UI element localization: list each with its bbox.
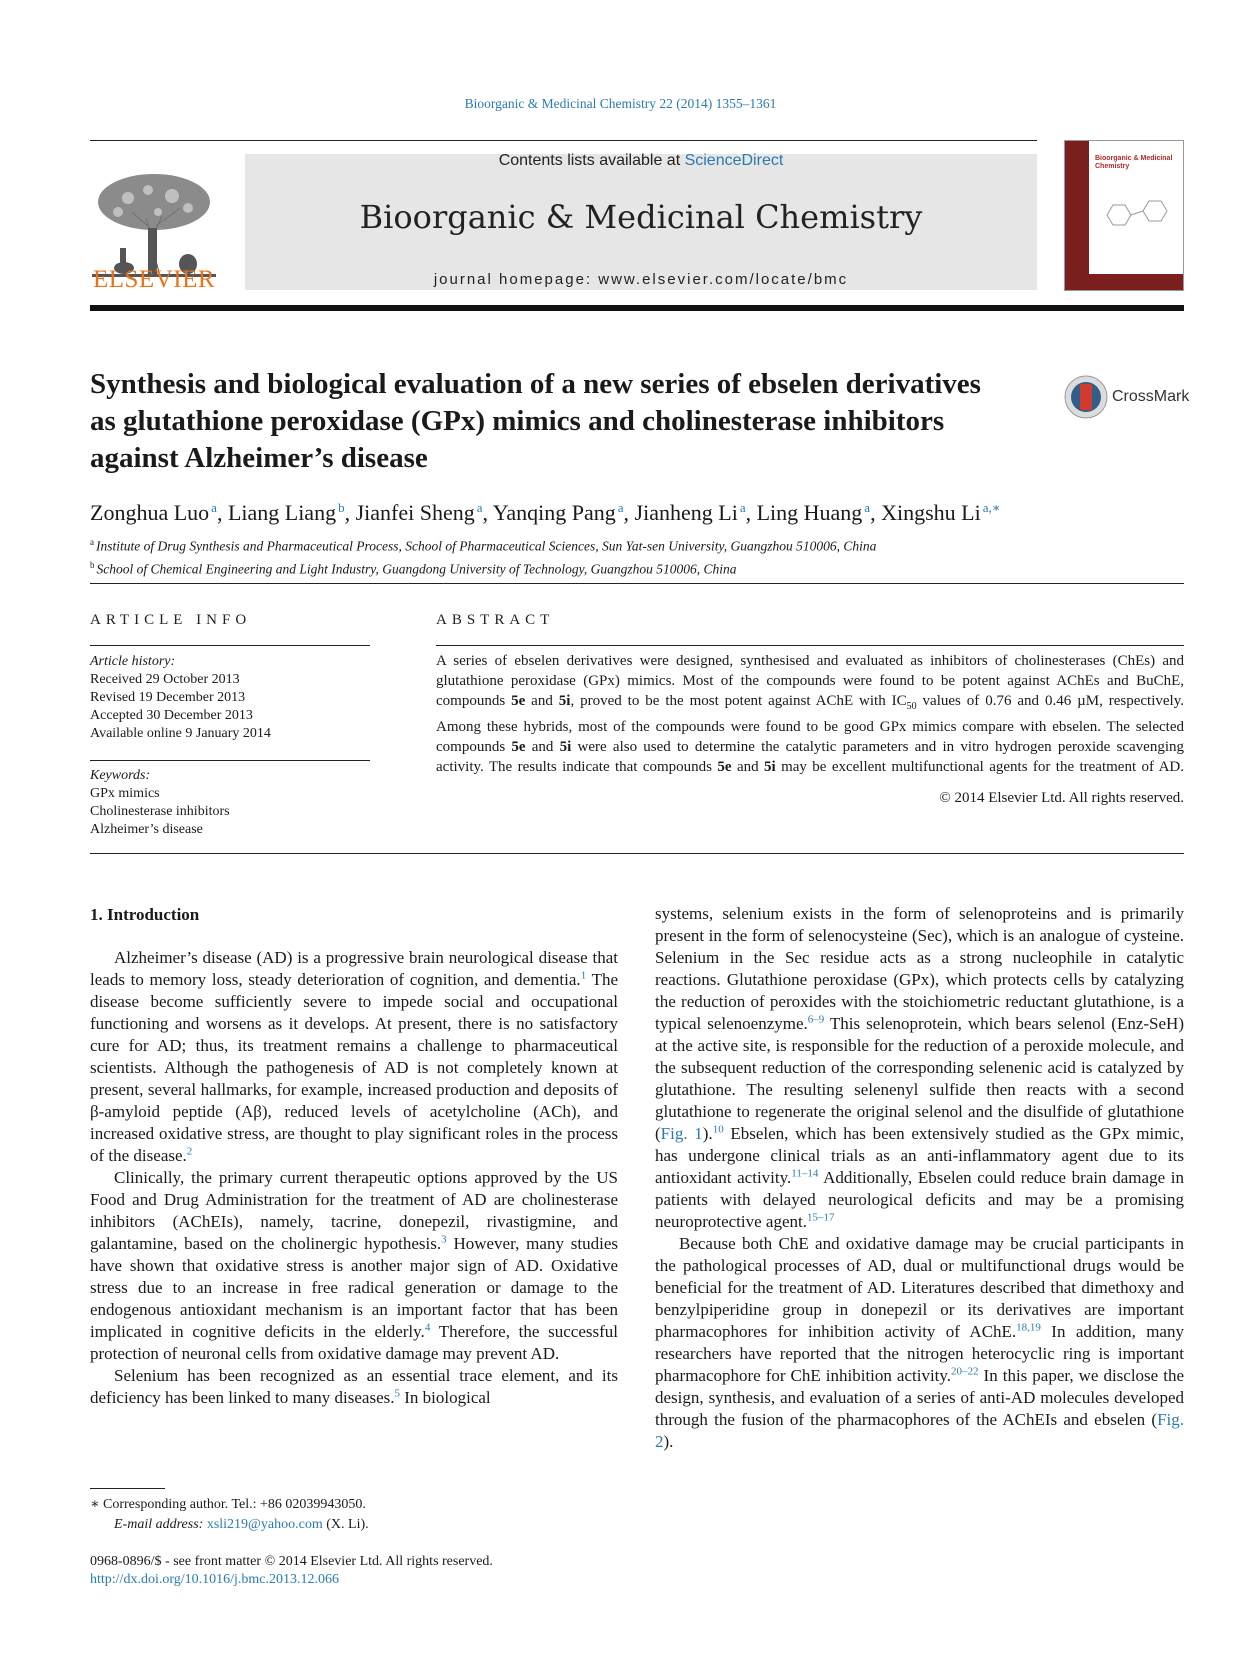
- reference-link[interactable]: 6–9: [807, 1013, 825, 1026]
- author[interactable]: Jianfei Sheng $^a$: [355, 500, 483, 526]
- abstract-heading: ABSTRACT: [436, 612, 555, 628]
- affiliation: $^b$ School of Chemical Engineering and Light Industry, Guangdong University of Technology, Guangzhou 510006, China: [90, 559, 737, 576]
- paragraph: Selenium has been recognized as an essential trace element, and its deficiency has been linked to many diseases.$^5$ In biological: [90, 1366, 618, 1407]
- abstract-text: A series of ebselen derivatives were designed, synthesised and evaluated as inhibitors of cholinesterases (ChEs) and glutathione peroxidase (GPx) mimics. Most of the compounds were found to be potent against AChEs and BuChE, compounds 5e and 5i, proved to be the most potent against AChE with $IC_{50}$ values of 0.76 and 0.46 µM, respectively. Among these hybrids, most of the compounds were found to be good GPx mimics compare with ebselen. The selected compounds 5e and 5i were also used to determine the catalytic parameters and in vitro hydrogen peroxide scavenging activity. The results indicate that compounds 5e and 5i may be excellent multifunctional agents for the treatment of AD.: [436, 653, 1184, 775]
- keyword: Alzheimer’s disease: [90, 822, 203, 837]
- cover-spine: [1065, 141, 1089, 290]
- doi-link[interactable]: http://dx.doi.org/10.1016/j.bmc.2013.12.066: [90, 1572, 340, 1587]
- author[interactable]: Liang Liang $^b$: [227, 500, 345, 526]
- section-heading-introduction: 1. Introduction: [90, 905, 200, 924]
- author[interactable]: Yanqing Pang $^a$: [492, 500, 624, 526]
- paragraph: Because both ChE and oxidative damage may be crucial participants in the pathological processes of AD, dual or multifunctional drugs would be beneficial for the treatment of AD. Literatures described that dimethoxy and benzylpiperidine group in donepezil or its derivatives are important pharmacophores for inhibition activity of AChE.$^{18,19}$ In addition, many researchers have reported that the nitrogen heterocyclic ring is important pharmacophore for ChE inhibition activity.$^{20-22}$ In this paper, we disclose the design, synthesis, and evaluation of a series of anti-AD molecules developed through the fusion of the pharmacophores of the AChEIs and ebselen (Fig. 2).: [655, 1234, 1184, 1451]
- author-affiliation-mark[interactable]: b: [338, 500, 345, 515]
- contents-prefix: Contents lists available at: [498, 152, 685, 169]
- figure-2-link[interactable]: Fig. 2: [655, 1410, 1184, 1451]
- email-link[interactable]: xsli219@yahoo.com: [206, 1517, 323, 1532]
- article-history: [90, 653, 370, 743]
- reference-link[interactable]: 15–17: [807, 1211, 835, 1224]
- reference-link[interactable]: 20–22: [951, 1365, 979, 1378]
- reference-link[interactable]: 1: [580, 969, 587, 982]
- body-column-right: [655, 903, 1184, 1453]
- author[interactable]: Zonghua Luo $^a$: [90, 500, 217, 526]
- header-top-rule: [90, 140, 1037, 141]
- author[interactable]: Ling Huang $^a$: [756, 500, 871, 526]
- keywords-label: Keywords:: [90, 768, 151, 783]
- divider: [436, 645, 1184, 646]
- reference-link[interactable]: 4: [424, 1321, 431, 1334]
- cover-title: Bioorganic & Medicinal Chemistry: [1095, 155, 1173, 170]
- footnote-rule: [90, 1488, 165, 1489]
- body-column-left: [90, 947, 618, 1409]
- email-line: [90, 1515, 618, 1535]
- reference-link[interactable]: 11–14: [791, 1167, 819, 1180]
- divider: [90, 853, 1184, 854]
- journal-homepage[interactable]: journal homepage: www.elsevier.com/locate/bmc: [433, 271, 849, 288]
- author[interactable]: Xingshu Li $^{a,∗}$: [881, 500, 1001, 526]
- paragraph: Clinically, the primary current therapeutic options approved by the US Food and Drug Administration for the treatment of AD are cholinesterase inhibitors (AChEIs), namely, tacrine, donepezil, rivastigmine, and galantamine, based on the cholinergic hypothesis.$^3$ However, many studies have shown that oxidative stress is another major sign of AD. Oxidative stress due to an increase in free radical generation or damage to the endogenous antioxidant mechanism is an important factor that has been implicated in cognitive deficits in the elderly.$^4$ Therefore, the successful protection of neuronal cells from oxidative damage may prevent AD.: [90, 1168, 618, 1363]
- author-affiliation-mark[interactable]: a,∗: [982, 500, 1001, 515]
- keyword: Cholinesterase inhibitors: [90, 804, 230, 819]
- footnote: [90, 1495, 618, 1535]
- history-item: Received 29 October 2013: [90, 672, 240, 687]
- reference-link[interactable]: 3: [441, 1233, 447, 1246]
- author-affiliation-mark[interactable]: a: [476, 500, 483, 515]
- paragraph: systems, selenium exists in the form of selenoproteins and is primarily present in the form of selenocysteine (Sec), which is an analogue of cysteine. Selenium in the Sec residue acts as a strong nucleophile in catalytic reactions. Glutathione peroxidase (GPx), which protects cells by catalyzing the reduction of peroxides with the stoichiometric reductant glutathione, is a typical selenoenzyme.$^{6-9}$ This selenoprotein, which bears selenol (Enz-SeH) at the active site, is responsible for the reduction of a peroxide molecule, and the subsequent reduction of the corresponding selenenic acid is catalyzed by glutathione. The resulting selenenyl sulfide then reacts with a second glutathione to regenerate the original selenol and the disulfide of glutathione (Fig. 1).$^{10}$ Ebselen, which has been extensively studied as the GPx mimic, has undergone clinical trials as an anti-inflammatory agent due to its antioxidant activity.$^{11-14}$ Additionally, Ebselen could reduce brain damage in patients with delayed neurological deficits and may be a promising neuroprotective agent.$^{15-17}$: [655, 904, 1184, 1231]
- cover-bottom-bar: [1089, 274, 1184, 290]
- affiliation: $^a$ Institute of Drug Synthesis and Pharmaceutical Process, School of Pharmaceutical Sciences, Sun Yat-sen University, Guangzhou 510006, China: [90, 537, 877, 554]
- header-thick-rule: [90, 305, 1184, 311]
- keyword: GPx mimics: [90, 786, 160, 801]
- corresponding-author-note: ∗ Corresponding author. Tel.: +86 02039943050.: [90, 1497, 366, 1512]
- keywords: [90, 767, 370, 839]
- reference-link[interactable]: 18,19: [1016, 1321, 1041, 1334]
- author-list: Zonghua Luo $^a$, Liang Liang $^b$, Jianfei Sheng $^a$, Yanqing Pang $^a$, Jianheng Li $^a$, Ling Huang $^a$, Xingshu Li $^{a,∗}$: [90, 500, 1001, 526]
- divider: [90, 760, 370, 761]
- reference-link[interactable]: 10: [712, 1123, 724, 1136]
- email-suffix: (X. Li).: [322, 1517, 369, 1532]
- author-affiliation-mark[interactable]: a: [617, 500, 624, 515]
- history-item: Accepted 30 December 2013: [90, 708, 253, 723]
- author-affiliation-mark[interactable]: a: [739, 500, 746, 515]
- divider: [90, 583, 1184, 584]
- history-item: Available online 9 January 2014: [90, 726, 271, 741]
- reference-link[interactable]: 2: [186, 1145, 193, 1158]
- author-affiliation-mark[interactable]: a: [864, 500, 871, 515]
- crossmark-label[interactable]: CrossMark: [1112, 388, 1190, 405]
- history-item: Revised 19 December 2013: [90, 690, 246, 705]
- paragraph: Alzheimer’s disease (AD) is a progressive brain neurological disease that leads to memory loss, steady deterioration of cognition, and dementia.$^1$ The disease become sufficiently severe to impede social and occupational functioning and worsens as it develops. At present, there is no satisfactory cure for AD; thus, its treatment remains a challenge to pharmaceutical scientists. Although the pathogenesis of AD is not completely known at present, several hallmarks, for example, increased production and deposits of β-amyloid peptide (Aβ), reduced levels of acetylcholine (ACh), and increased oxidative stress, are thought to play significant roles in the process of the disease.$^2$: [90, 948, 618, 1165]
- elsevier-wordmark: ELSEVIER: [92, 266, 216, 293]
- reference-link[interactable]: 5: [394, 1387, 400, 1400]
- contents-line: [245, 152, 1037, 170]
- abstract-copyright: © 2014 Elsevier Ltd. All rights reserved.: [939, 790, 1184, 806]
- journal-name: Bioorganic & Medicinal Chemistry: [359, 198, 923, 236]
- figure-1-link[interactable]: Fig. 1: [660, 1124, 703, 1143]
- article-title: Synthesis and biological evaluation of a new series of ebselen derivatives as glutathione peroxidase (GPx) mimics and cholinesterase inhibitors against Alzheimer’s disease: [90, 368, 981, 474]
- sciencedirect-link[interactable]: ScienceDirect: [684, 152, 784, 169]
- journal-cover-thumbnail[interactable]: [1064, 140, 1184, 291]
- history-label: Article history:: [90, 654, 176, 669]
- journal-reference-link[interactable]: Bioorganic & Medicinal Chemistry 22 (2014) 1355–1361: [464, 96, 777, 111]
- email-label: E-mail address:: [114, 1517, 204, 1532]
- front-matter: [90, 1553, 790, 1589]
- article-info-heading: ARTICLE INFO: [90, 612, 252, 628]
- front-matter-line: 0968-0896/$ - see front matter © 2014 Elsevier Ltd. All rights reserved.: [90, 1554, 493, 1569]
- affiliations: [90, 533, 1190, 578]
- author-affiliation-mark[interactable]: a: [211, 500, 217, 515]
- author[interactable]: Jianheng Li $^a$: [634, 500, 746, 526]
- cover-structure-icon: [1099, 197, 1177, 233]
- divider: [90, 645, 370, 646]
